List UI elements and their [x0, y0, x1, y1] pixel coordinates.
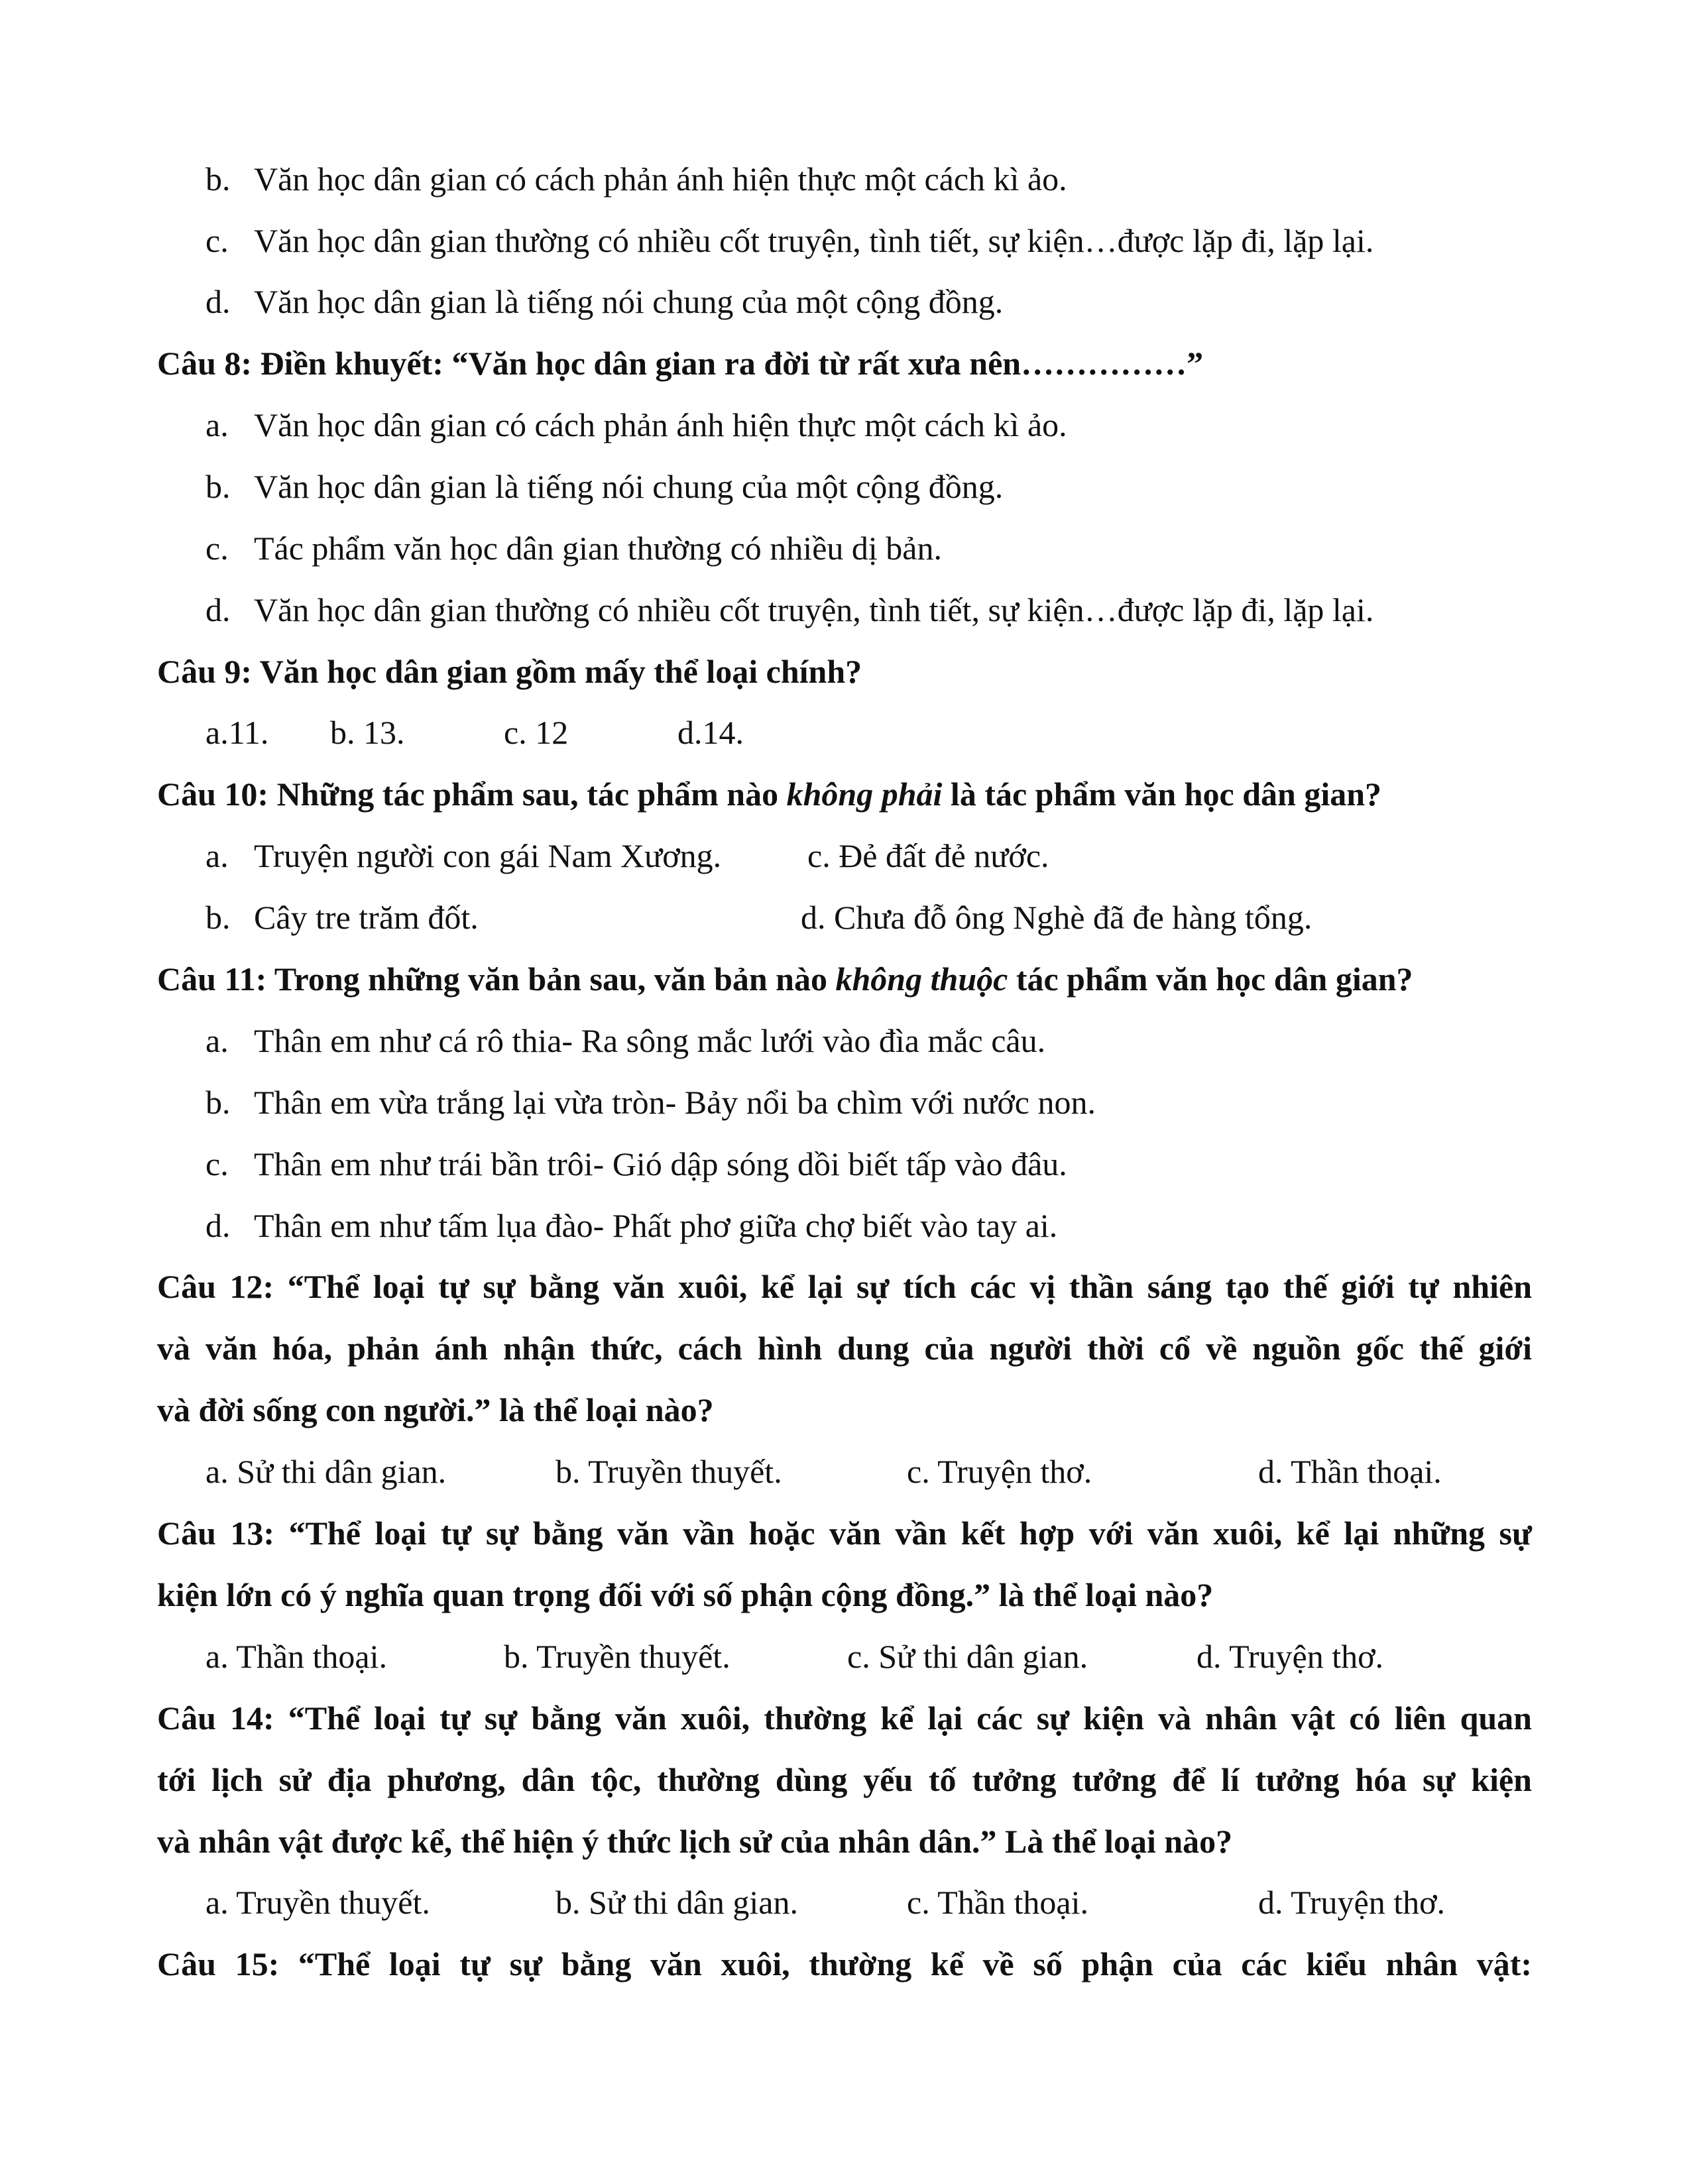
q14-option-b: b. Sử thi dân gian.	[555, 1884, 798, 1921]
q7-option-b: b. Văn học dân gian có cách phản ánh hiện thực một cách kì ảo.	[205, 160, 1067, 198]
q7-option-d: d. Văn học dân gian là tiếng nói chung của một cộng đồng.	[205, 283, 1004, 320]
q9-option-a: a.11.	[205, 714, 269, 751]
q12-question-line-1: Câu 12: “Thể loại tự sự bằng văn xuôi, kể lại sự tích các vị thần sáng tạo thế giới tự nhiên	[157, 1268, 1532, 1305]
q11-question: Câu 11: Trong những văn bản sau, văn bản nào không thuộc tác phẩm văn học dân gian?	[157, 960, 1413, 998]
q14-option-a: a. Truyền thuyết.	[205, 1884, 430, 1921]
q8-option-b: b. Văn học dân gian là tiếng nói chung của một cộng đồng.	[205, 468, 1004, 505]
q14-question-line-2: tới lịch sử địa phương, dân tộc, thường dùng yếu tố tưởng tưởng để lí tưởng hóa sự kiện	[157, 1761, 1532, 1798]
q13-question-line-1: Câu 13: “Thể loại tự sự bằng văn vần hoặc văn vần kết hợp với văn xuôi, kể lại những sự	[157, 1515, 1532, 1552]
q14-option-d: d. Truyện thơ.	[1258, 1884, 1446, 1921]
q11-option-a: a. Thân em như cá rô thia- Ra sông mắc lưới vào đìa mắc câu.	[205, 1022, 1046, 1059]
q7-option-c: c. Văn học dân gian thường có nhiều cốt truyện, tình tiết, sự kiện…được lặp đi, lặp lại.	[205, 222, 1374, 259]
q8-question: Câu 8: Điền khuyết: “Văn học dân gian ra đời từ rất xưa nên……………”	[157, 345, 1204, 382]
q11-option-c: c. Thân em như trái bần trôi- Gió dập sóng dồi biết tấp vào đâu.	[205, 1145, 1067, 1182]
q10-option-b: b. Cây tre trăm đốt.	[205, 899, 479, 936]
q13-option-b: b. Truyền thuyết.	[504, 1638, 730, 1675]
q15-question-line-1: Câu 15: “Thể loại tự sự bằng văn xuôi, thường kể về số phận của các kiểu nhân vật:	[157, 1945, 1532, 1983]
q14-option-c: c. Thần thoại.	[907, 1884, 1088, 1921]
q12-question-line-3: và đời sống con người.” là thể loại nào?	[157, 1391, 714, 1428]
q12-option-d: d. Thần thoại.	[1258, 1453, 1442, 1490]
q10-option-d: d. Chưa đỗ ông Nghè đã đe hàng tổng.	[801, 899, 1312, 936]
q9-option-b: b. 13.	[330, 714, 405, 751]
q11-option-b: b. Thân em vừa trắng lại vừa tròn- Bảy nổi ba chìm với nước non.	[205, 1084, 1096, 1121]
q9-question: Câu 9: Văn học dân gian gồm mấy thể loại chính?	[157, 653, 862, 690]
q8-option-d: d. Văn học dân gian thường có nhiều cốt truyện, tình tiết, sự kiện…được lặp đi, lặp lại.	[205, 591, 1374, 628]
q13-option-d: d. Truyện thơ.	[1196, 1638, 1384, 1675]
q12-option-a: a. Sử thi dân gian.	[205, 1453, 447, 1490]
q8-option-a: a. Văn học dân gian có cách phản ánh hiện thực một cách kì ảo.	[205, 406, 1067, 443]
q14-question-line-1: Câu 14: “Thể loại tự sự bằng văn xuôi, thường kể lại các sự kiện và nhân vật có liên quan	[157, 1699, 1532, 1737]
q11-option-d: d. Thân em như tấm lụa đào- Phất phơ giữa chợ biết vào tay ai.	[205, 1207, 1058, 1244]
q10-option-c: c. Đẻ đất đẻ nước.	[807, 837, 1049, 874]
q8-option-c: c. Tác phẩm văn học dân gian thường có nhiều dị bản.	[205, 530, 942, 567]
q12-option-c: c. Truyện thơ.	[907, 1453, 1092, 1490]
q12-question-line-2: và văn hóa, phản ánh nhận thức, cách hình dung của người thời cổ về nguồn gốc thế giới	[157, 1330, 1532, 1367]
q12-option-b: b. Truyền thuyết.	[555, 1453, 782, 1490]
q10-option-a: a. Truyện người con gái Nam Xương.	[205, 837, 722, 874]
q13-option-a: a. Thần thoại.	[205, 1638, 387, 1675]
q13-option-c: c. Sử thi dân gian.	[847, 1638, 1088, 1675]
q13-question-line-2: kiện lớn có ý nghĩa quan trọng đối với số phận cộng đồng.” là thể loại nào?	[157, 1576, 1214, 1613]
q14-question-line-3: và nhân vật được kể, thể hiện ý thức lịch sử của nhân dân.” Là thể loại nào?	[157, 1823, 1233, 1860]
q9-option-d: d.14.	[677, 714, 744, 751]
q10-question: Câu 10: Những tác phẩm sau, tác phẩm nào không phải là tác phẩm văn học dân gian?	[157, 776, 1382, 813]
q9-option-c: c. 12	[504, 714, 569, 751]
